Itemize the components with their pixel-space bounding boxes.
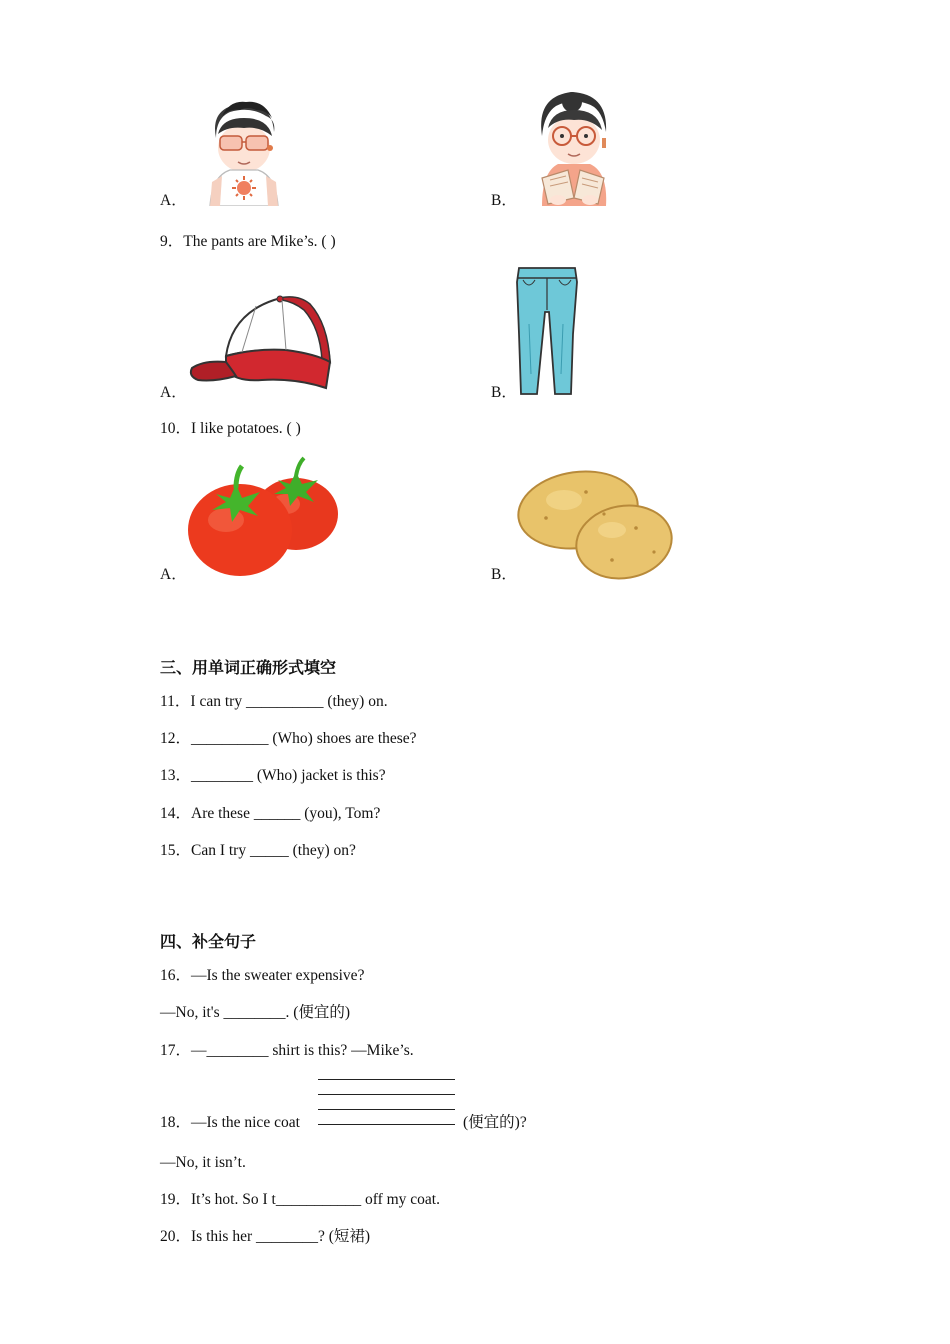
q10-option-a-label: A． [160,566,187,583]
q10-stem: 10．I like potatoes. ( ) [160,420,301,437]
q12-sentence: 12．__________ (Who) shoes are these? [160,730,417,747]
tomatoes-image [186,454,340,580]
girl-with-glasses-reading-image [528,88,616,206]
q10-option-b-label: B． [491,566,517,583]
q8-option-a-label: A． [160,192,187,209]
q18-answer-line [318,1109,455,1110]
blue-pants-image [515,264,579,398]
q18-hint: (便宜的)? [463,1114,527,1131]
q18-answer-line [318,1124,455,1125]
q18-answer: —No, it isn’t. [160,1154,246,1171]
q18-question: 18．—Is the nice coat [160,1114,300,1131]
q16-answer: —No, it's ________. (便宜的) [160,1004,351,1021]
q9-option-b-label: B． [491,384,517,401]
q9-stem: 9．The pants are Mike’s. ( ) [160,233,336,250]
q13-sentence: 13．________ (Who) jacket is this? [160,767,386,784]
q16-question: 16．—Is the sweater expensive? [160,967,365,984]
q18-answer-line [318,1079,455,1080]
q11-sentence: 11．I can try __________ (they) on. [160,693,388,710]
q8-option-b-label: B． [491,192,517,209]
section4-heading: 四、补全句子 [160,932,257,951]
q9-option-a-label: A． [160,384,187,401]
q19-sentence: 19．It’s hot. So I t___________ off my coat. [160,1191,440,1208]
q14-sentence: 14．Are these ______ (you), Tom? [160,805,381,822]
potatoes-image [516,468,676,582]
q17-sentence: 17．—________ shirt is this? —Mike’s. [160,1042,414,1059]
q20-sentence: 20．Is this her ________? (短裙) [160,1228,371,1245]
red-cap-image [186,292,334,396]
q15-sentence: 15．Can I try _____ (they) on? [160,842,356,859]
q18-answer-line [318,1094,455,1095]
section3-heading: 三、用单词正确形式填空 [160,658,337,677]
boy-with-glasses-image [200,98,286,206]
